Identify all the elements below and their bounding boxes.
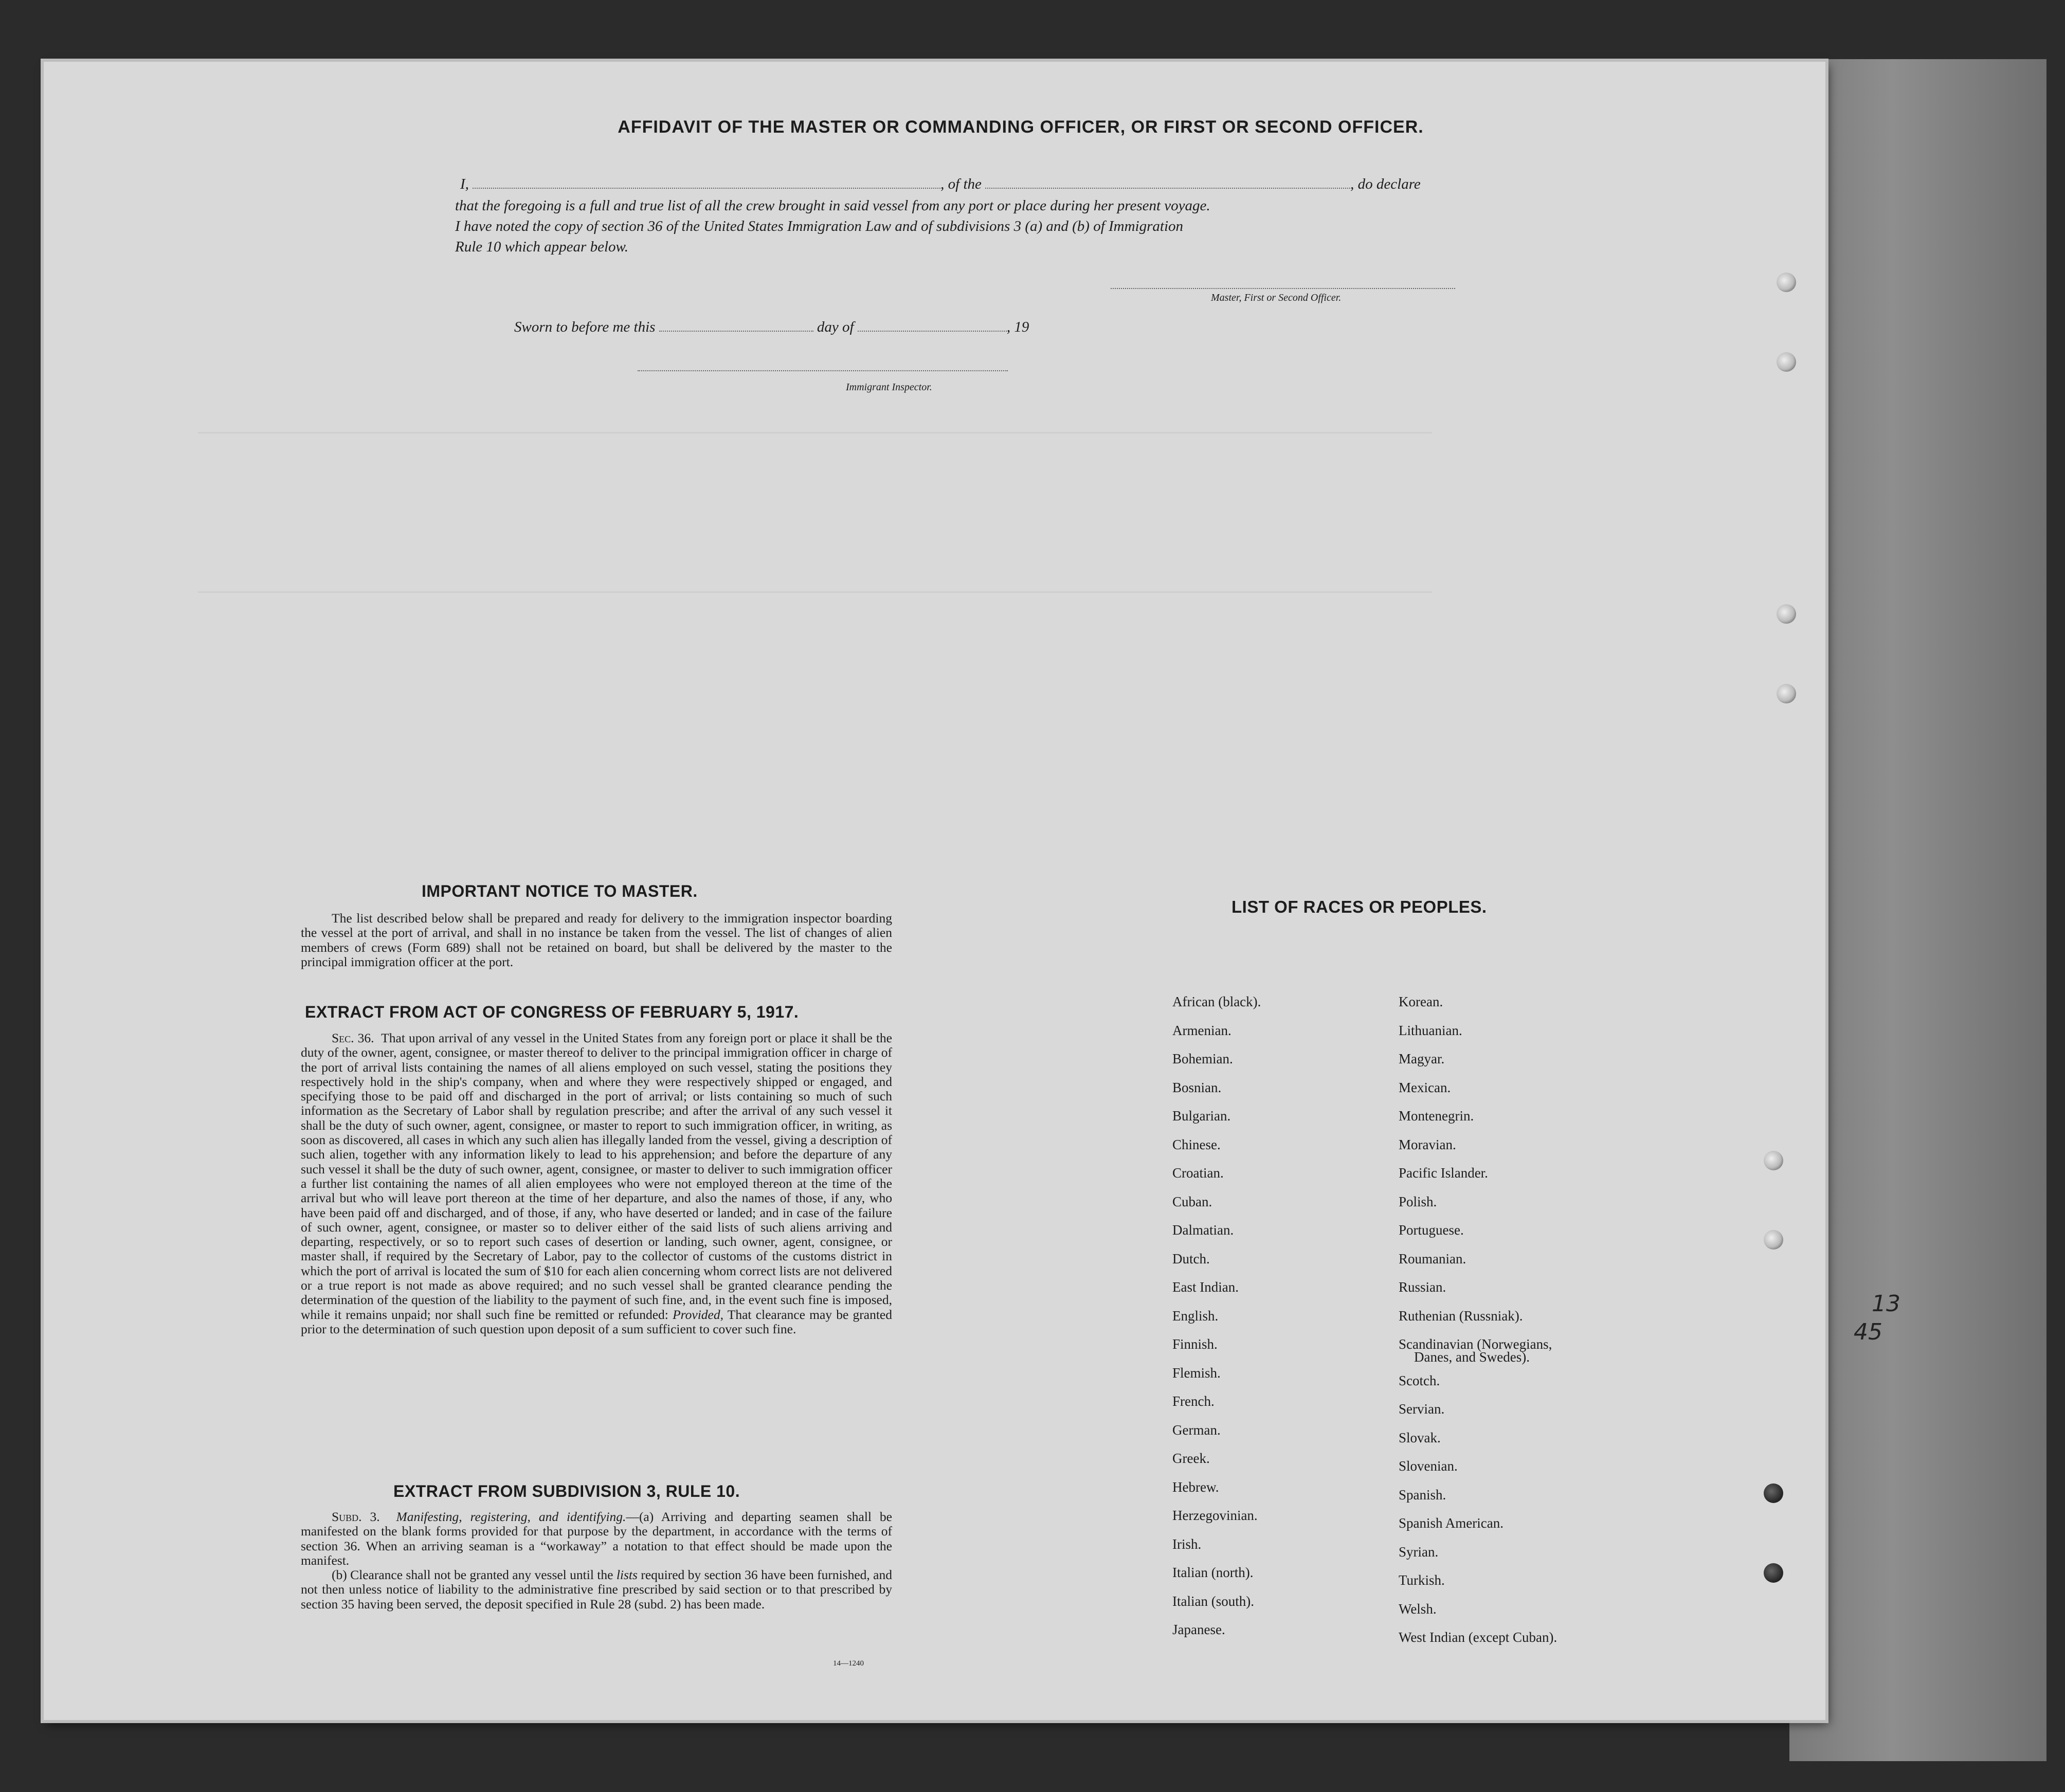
subd-text-b-end: required by section 36 have been furnished, and not then unless notice of liability to the administrative fine prescribed by said section or to that prescribed by section 35 having been served, the deposit specified in Rule 28 (subd. 2) has been made. xyxy=(301,1567,893,1612)
affidavit-line-4: Rule 10 which appear below. xyxy=(455,239,628,255)
form-number: 14—1240 xyxy=(833,1659,864,1668)
race-item: Moravian. xyxy=(1399,1136,1456,1152)
race-item: Bosnian. xyxy=(1172,1079,1222,1095)
race-item: Italian (south). xyxy=(1172,1593,1254,1609)
margin-note: 13 xyxy=(1872,1291,1900,1317)
punch-hole xyxy=(1764,1483,1783,1503)
race-item: French. xyxy=(1172,1393,1215,1409)
race-item: Armenian. xyxy=(1172,1022,1231,1038)
race-item: Spanish American. xyxy=(1399,1515,1504,1531)
race-item: English. xyxy=(1172,1308,1219,1324)
race-item: Cuban. xyxy=(1172,1193,1212,1209)
punch-hole xyxy=(1764,1151,1783,1170)
sworn-day-blank xyxy=(659,319,813,332)
year-label: , 19 xyxy=(1006,319,1029,335)
race-item: Polish. xyxy=(1399,1193,1437,1209)
race-item: East Indian. xyxy=(1172,1279,1239,1295)
race-item: Magyar. xyxy=(1399,1051,1445,1066)
race-item: West Indian (except Cuban). xyxy=(1399,1630,1557,1645)
race-item: Hebrew. xyxy=(1172,1479,1219,1495)
subd-text-a: —(a) Arriving and departing seamen shall be manifested on the blank forms provided for that purpose by the department, in accordance with the terms of section 36. When an arriving seaman is a “workaway” a notation to that effect should be made upon the manifest. xyxy=(301,1509,892,1568)
bleed-through-rule xyxy=(198,432,1432,433)
race-item: Scotch. xyxy=(1399,1372,1440,1388)
rule-extract-title: EXTRACT FROM SUBDIVISION 3, RULE 10. xyxy=(393,1482,740,1500)
race-item: Herzegovinian. xyxy=(1172,1508,1258,1523)
race-item: Turkish. xyxy=(1399,1572,1445,1588)
sec-label: Sec. 36. xyxy=(332,1030,374,1045)
notice-paragraph: The list described below shall be prepared and ready for delivery to the immigration inspector boarding the vessel at the port of arrival, and shall in no instance be taken from the vessel. The list of changes of alien members of crews (Form 689) shall not be retained on board, but shall be delivered by the master to the principal immigration officer at the port. xyxy=(301,911,892,969)
race-item: Danes, and Swedes). xyxy=(1414,1349,1530,1365)
race-item: Servian. xyxy=(1399,1401,1445,1417)
race-item: Italian (north). xyxy=(1172,1565,1254,1580)
affidavit-i: I, xyxy=(460,176,469,192)
subd-italic: Manifesting, registering, and identifying. xyxy=(396,1509,626,1524)
race-item: Portuguese. xyxy=(1399,1222,1464,1238)
race-item: Croatian. xyxy=(1172,1165,1224,1181)
affidavit-title: AFFIDAVIT OF THE MASTER OR COMMANDING OFFICER, OR FIRST OR SECOND OFFICER. xyxy=(618,117,1424,137)
affidavit-do-declare: , do declare xyxy=(1350,176,1421,192)
race-item: African (black). xyxy=(1172,994,1261,1009)
day-of-label: day of xyxy=(817,319,854,335)
race-item: Greek. xyxy=(1172,1451,1210,1466)
lists-word: lists xyxy=(616,1567,638,1583)
bleed-through-rule xyxy=(198,591,1432,593)
race-item: German. xyxy=(1172,1422,1221,1438)
affidavit-line-2: that the foregoing is a full and true list of all the crew brought in said vessel from any port or place during her present voyage. xyxy=(455,197,1210,214)
races-title: LIST OF RACES OR PEOPLES. xyxy=(1231,897,1487,916)
affidavit-line-3: I have noted the copy of section 36 of the United States Immigration Law and of subdivisions 3 (a) and (b) of Immigration xyxy=(455,218,1184,234)
sec-36-text-end: That clearance may be granted prior to the determination of such question upon deposit of a sum sufficient to cover such fine. xyxy=(301,1307,892,1336)
race-item: Syrian. xyxy=(1399,1544,1439,1560)
act-extract-title: EXTRACT FROM ACT OF CONGRESS OF FEBRUARY 5, 1917. xyxy=(305,1003,799,1021)
race-item: Spanish. xyxy=(1399,1487,1446,1503)
subd-label: Subd. 3. xyxy=(332,1509,380,1524)
sworn-label: Sworn to before me this xyxy=(514,319,656,335)
underlying-page xyxy=(1789,59,2046,1761)
punch-hole xyxy=(1777,352,1796,372)
race-item: Welsh. xyxy=(1399,1601,1437,1617)
race-item: Montenegrin. xyxy=(1399,1108,1474,1124)
provided-word: Provided, xyxy=(673,1307,723,1322)
race-item: Lithuanian. xyxy=(1399,1022,1462,1038)
race-item: Roumanian. xyxy=(1399,1251,1466,1266)
notice-title: IMPORTANT NOTICE TO MASTER. xyxy=(422,882,698,900)
affidavit-declaration-line xyxy=(460,176,1421,193)
race-item: Dutch. xyxy=(1172,1251,1210,1266)
month-blank xyxy=(858,319,1007,332)
document-page xyxy=(44,62,1825,1720)
race-item: Finnish. xyxy=(1172,1336,1218,1352)
race-item: Ruthenian (Russniak). xyxy=(1399,1308,1523,1324)
master-signature-line xyxy=(1111,288,1455,289)
race-item: Dalmatian. xyxy=(1172,1222,1234,1238)
race-item: Bohemian. xyxy=(1172,1051,1233,1066)
race-item: Scandinavian (Norwegians, xyxy=(1399,1336,1552,1352)
race-item: Flemish. xyxy=(1172,1365,1221,1381)
inspector-signature-line xyxy=(638,370,1008,371)
race-item: Russian. xyxy=(1399,1279,1446,1295)
act-extract-text xyxy=(301,1031,892,1336)
affidavit-of-the: , of the xyxy=(940,176,982,192)
race-item: Chinese. xyxy=(1172,1136,1221,1152)
vessel-blank xyxy=(985,176,1350,189)
sec-36-text: That upon arrival of any vessel in the United States from any foreign port or place it shall be the duty of the owner, agent, consignee, or master thereof to deliver to the principal immigration officer in charge of the port of arrival lists containing the names of all aliens employed on such vessel, stating the positions they respectively hold in the ship's company, when and where they were respectively shipped or engaged, and specifying those to be paid off and discharged in the port of arrival; or lists containing so much of such information as the Secretary of Labor shall by regulation prescribe; and after the arrival of any such vessel it shall be the duty of such owner, agent, consignee, or master to report to such immigration officer, in writing, as soon as discovered, all cases in which any such alien has illegally landed from the vessel, giving a description of such alien, together with any information likely to lead to his apprehension; and before the departure of any such vessel it shall be the duty of such owner, agent, consignee, or master to deliver to such immigration officer a further list containing the names of all alien employees who were not employed thereon at the time of the arrival but who will leave port thereon at the time of her departure, and also the names of those, if any, who have been paid off and discharged, and of those, if any, who have deserted or landed; and in case of the failure of such owner, agent, consignee, or master so to deliver either of the said lists of such aliens arriving and departing, respectively, or so to report such cases of desertion or landing, such owner, agent, consignee, or master shall, if required by the Secretary of Labor, pay to the collector of customs of the customs district in which the port of arrival is located the sum of $10 for each alien concerning whom correct lists are not delivered or a true report is not made as above required; and no such vessel shall be granted clearance pending the determination of the question of the liability to the payment of such fine, and, in the event such fine is imposed, while it remains unpaid; nor shall such fine be remitted or refunded: xyxy=(301,1030,892,1322)
rule-extract-text xyxy=(301,1510,892,1612)
master-signature-label: Master, First or Second Officer. xyxy=(1211,292,1342,303)
punch-hole xyxy=(1777,604,1796,624)
race-item: Korean. xyxy=(1399,994,1443,1009)
punch-hole xyxy=(1764,1563,1783,1583)
punch-hole xyxy=(1777,273,1796,292)
notice-text xyxy=(301,911,892,969)
race-item: Pacific Islander. xyxy=(1399,1165,1488,1181)
punch-hole xyxy=(1777,684,1796,703)
race-item: Mexican. xyxy=(1399,1079,1451,1095)
race-item: Slovenian. xyxy=(1399,1458,1458,1474)
name-blank xyxy=(473,176,940,189)
race-item: Japanese. xyxy=(1172,1622,1225,1637)
punch-hole xyxy=(1764,1230,1783,1250)
margin-note: 45 xyxy=(1854,1319,1882,1345)
sworn-line xyxy=(514,319,1029,336)
race-item: Slovak. xyxy=(1399,1429,1441,1445)
inspector-signature-label: Immigrant Inspector. xyxy=(846,382,932,393)
subd-text-b-start: (b) Clearance shall not be granted any vessel until the xyxy=(332,1567,613,1583)
race-item: Irish. xyxy=(1172,1536,1202,1552)
race-item: Bulgarian. xyxy=(1172,1108,1231,1124)
